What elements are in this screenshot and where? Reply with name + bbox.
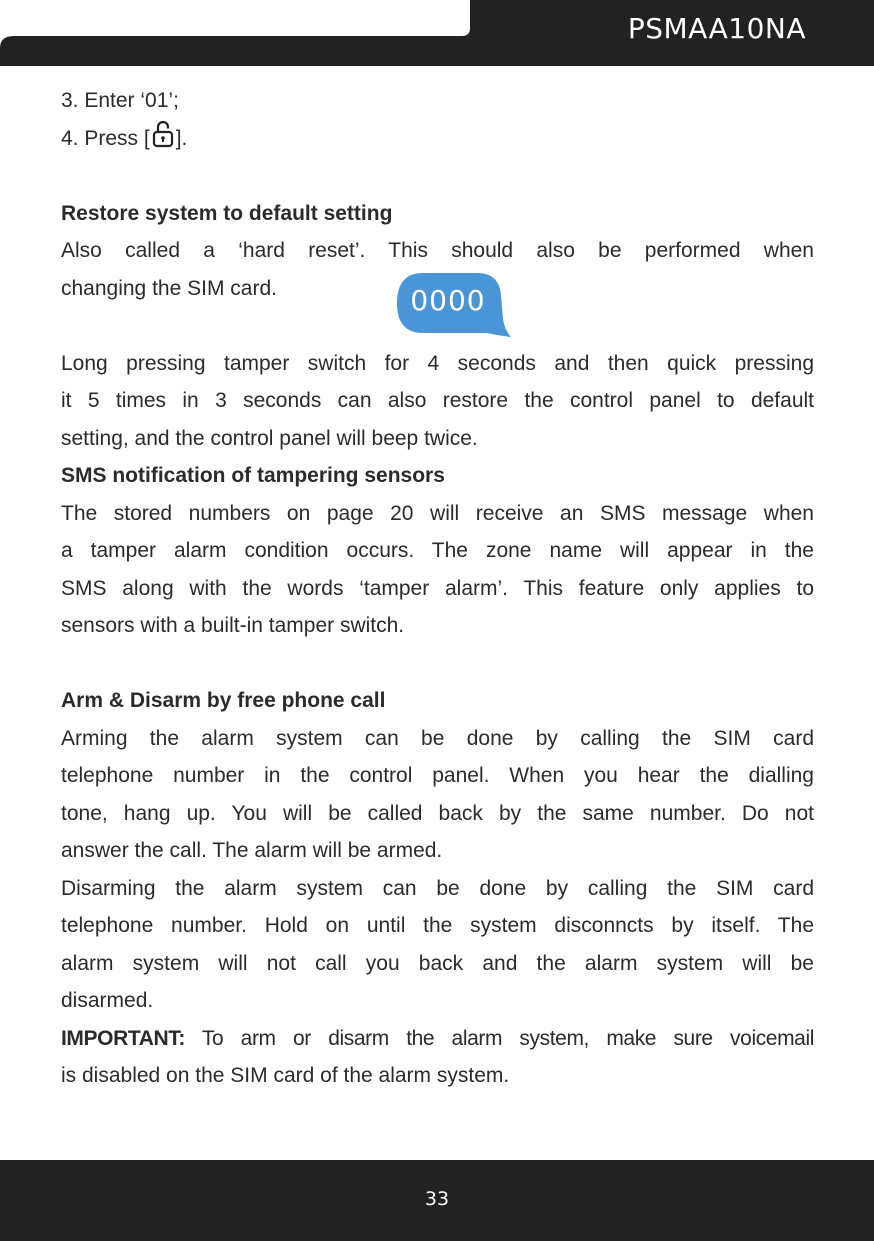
important-text-1: To arm or disarm the alarm system, make sure voicemail	[184, 1026, 814, 1050]
page-content	[61, 82, 814, 1095]
restore-paragraph-2	[61, 345, 814, 458]
unlock-icon	[152, 120, 174, 148]
page-number: 33	[424, 1188, 450, 1210]
important-line-1	[61, 1020, 814, 1058]
arm-p1-line-2: telephone number in the control panel. When you hear the dialling	[61, 764, 814, 787]
restore-p2-line-2: it 5 times in 3 seconds can also restore the control panel to default	[61, 389, 814, 412]
arm-p1-line-1: Arming the alarm system can be done by calling the SIM card	[61, 726, 814, 750]
arm-p2-line-3: alarm system will not call you back and the alarm system will be	[61, 951, 814, 975]
sms-line-4: sensors with a built-in tamper switch.	[61, 614, 405, 637]
arm-p1-line-4: answer the call. The alarm will be armed.	[61, 839, 443, 862]
arm-paragraph-2	[61, 870, 814, 1020]
sms-line-2: a tamper alarm condition occurs. The zone name will appear in the	[61, 539, 814, 562]
important-label: IMPORTANT:	[61, 1026, 185, 1050]
sms-heading: SMS notification of tampering sensors	[61, 464, 445, 487]
step-4-suffix: ].	[175, 126, 188, 150]
model-number: PSMAA10NA	[627, 12, 806, 45]
arm-p1-line-3: tone, hang up. You will be called back by the same number. Do not	[61, 801, 814, 825]
header-band	[0, 0, 874, 66]
step-4	[61, 120, 814, 158]
step-4-prefix: 4. Press [	[61, 126, 150, 150]
sms-bubble-code: 0000	[410, 284, 486, 317]
important-paragraph	[61, 1020, 814, 1095]
restore-line-1: Also called a ‘hard reset’. This should also be performed when	[61, 239, 814, 262]
arm-p2-line-1: Disarming the alarm system can be done by calling the SIM card	[61, 876, 814, 900]
restore-p2-line-3: setting, and the control panel will beep twice.	[61, 426, 478, 450]
arm-p2-line-2: telephone number. Hold on until the system disconncts by itself. The	[61, 914, 814, 937]
restore-p2-line-1: Long pressing tamper switch for 4 seconds and then quick pressing	[61, 351, 814, 375]
arm-heading: Arm & Disarm by free phone call	[61, 689, 386, 712]
important-line-2: is disabled on the SIM card of the alarm system.	[61, 1064, 510, 1087]
arm-paragraph-1	[61, 720, 814, 870]
sms-line-3: SMS along with the words ‘tamper alarm’. This feature only applies to	[61, 576, 814, 600]
restore-heading: Restore system to default setting	[61, 201, 393, 225]
sms-paragraph	[61, 495, 814, 645]
arm-p2-line-4: disarmed.	[61, 989, 154, 1012]
footer-band	[0, 1160, 874, 1241]
sms-line-1: The stored numbers on page 20 will receive an SMS message when	[61, 501, 814, 525]
sms-bubble	[395, 271, 513, 337]
restore-line-2: changing the SIM card.	[61, 276, 277, 300]
step-3: 3. Enter ‘01’;	[61, 89, 179, 112]
